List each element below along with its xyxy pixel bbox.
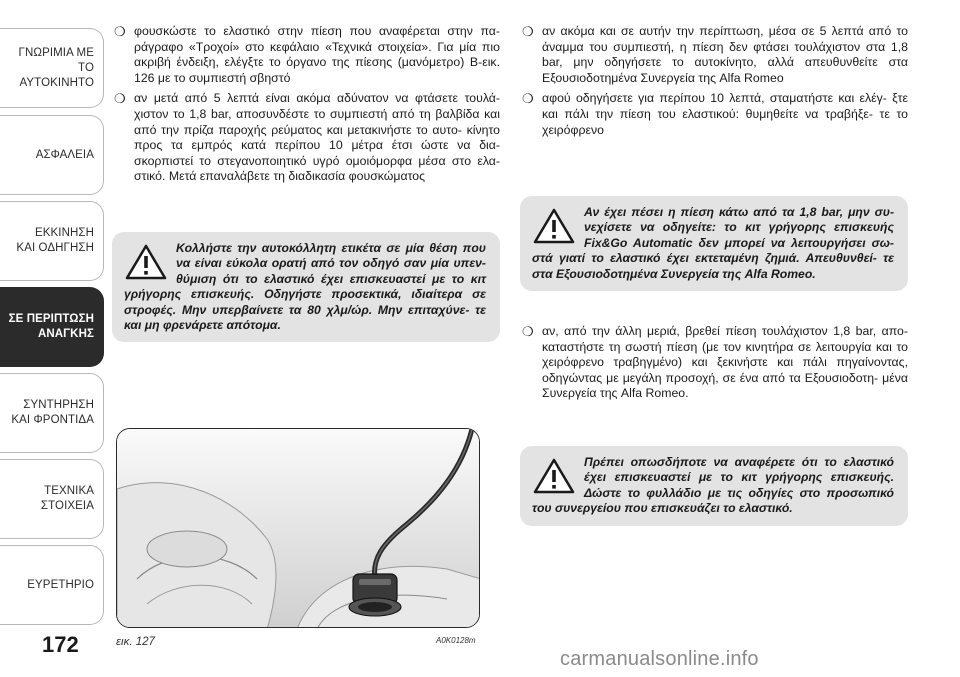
warning-triangle-icon [532, 457, 576, 495]
bullet-circle-icon: ❍ [522, 91, 534, 107]
right-column [520, 24, 908, 143]
bullet-text: αν, από την άλλη μεριά, βρεθεί πίεση τουλάχιστον 1,8 bar, απο- καταστήστε τη σωστή πίεση (με τον κινητήρα σε λειτουργία και το χειρόφρενο τραβηγμένο) και ξεκινήστε και πάλι πηγαίνοντας, οδηγώντας με μεγάλη προσοχή, σε ένα από τα Εξουσιοδοτη- μένα Συνεργεία της Alfa Romeo. [542, 324, 908, 401]
tab-safety[interactable]: ΑΣΦΑΛΕΙΑ [0, 115, 104, 195]
warning-box-inform [520, 446, 908, 526]
warning-text: Αν έχει πέσει η πίεση κάτω από τα 1,8 bar, μην συ- νεχίσετε να οδηγείτε: το κιτ γρήγορης επισκευής Fix&Go Automatic δεν μπορεί να λειτουργήσει σω- στά γιατί το ελαστικό έχει εκτεταμένη ζημιά. Απευθυνθεί- τε στα Εξουσιοδοτημένα Συνεργεία της Alfa Romeo. [532, 205, 894, 281]
warning-box-sticker [112, 232, 500, 342]
bullet-text: αφού οδηγήσετε για περίπου 10 λεπτά, σταματήστε και ελέγ- ξτε και πάλι την πίεση του ελαστικού: θυμηθείτε να τραβήξε- τε το χειρόφρενο [542, 91, 908, 137]
bullet-text: αν ακόμα και σε αυτήν την περίπτωση, μέσα σε 5 λεπτά από το άναμμα του συμπιεστή, η πίεση δεν φτάσει τουλάχιστον στα 1,8 bar, μην οδηγήσετε το αυτοκίνητο, αλλά απευθυνθείτε στα Εξουσιοδοτημένα Συνεργεία της Alfa Romeo [542, 24, 908, 85]
bullet-text: φουσκώστε το ελαστικό στην πίεση που αναφέρεται στην πα- ράγραφο «Τροχοί» στο κεφάλαιο «Τεχνικά στοιχεία». Για μία πιο ακριβή ένδειξη, ελέγξτε το όργανο της πίεσης (μανόμετρο) Β-εικ. 126 με το συμπιεστή σβηστό [134, 24, 500, 85]
left-column [112, 24, 500, 190]
bullet-circle-icon: ❍ [522, 24, 534, 39]
tab-maintenance[interactable]: ΣΥΝΤΗΡΗΣΗ ΚΑΙ ΦΡΟΝΤΙΔΑ [0, 373, 104, 453]
watermark: carmanualsonline.info [560, 648, 759, 670]
list-item [520, 24, 908, 86]
figure-code: A0K0128m [436, 636, 476, 645]
tab-index[interactable]: ΕΥΡΕΤΗΡΙΟ [0, 545, 104, 625]
warning-box-pressure [520, 196, 908, 291]
list-item [112, 91, 500, 185]
page-number: 172 [42, 632, 79, 657]
right-column-middle [520, 324, 908, 407]
list-item [112, 24, 500, 86]
tab-technical-data[interactable]: ΤΕΧΝΙΚΑ ΣΤΟΙΧΕΙΑ [0, 459, 104, 539]
bullet-circle-icon: ❍ [114, 91, 126, 107]
compressor-plug-illustration [117, 429, 480, 628]
tab-starting-driving[interactable]: ΕΚΚΙΝΗΣΗ ΚΑΙ ΟΔΗΓΗΣΗ [0, 201, 104, 281]
bullet-circle-icon: ❍ [522, 324, 534, 339]
figure-caption: εικ. 127 [116, 636, 155, 648]
warning-triangle-icon [532, 207, 576, 245]
tab-emergency[interactable]: ΣΕ ΠΕΡΙΠΤΩΣΗ ΑΝΑΓΚΗΣ [0, 287, 104, 367]
list-item [520, 324, 908, 402]
figure-compressor-plug [116, 428, 480, 628]
bullet-circle-icon: ❍ [114, 24, 126, 39]
warning-text: Κολλήστε την αυτοκόλλητη ετικέτα σε μία θέση που να είναι εύκολα ορατή από τον οδηγό σαν μία υπεν- θύμιση ότι το ελαστικό έχει επισκευαστεί με το κιτ γρήγορης επισκευής. Οδηγήστε προσεκτικά, ιδιαίτερα σε στροφές. Μην υπερβαίνετε τα 80 χλμ/ώρ. Μην επιταχύνε- τε και μη φρενάρετε απότομα. [124, 241, 486, 333]
bullet-text: αν μετά από 5 λεπτά είναι ακόμα αδύνατον να φτάσετε τουλά- χιστον το 1,8 bar, αποσυνδέστε το συμπιεστή από τη βαλβίδα και από την πρίζα παροχής ρεύματος και μετακινήστε το αυτο- κίνητο προς τα εμπρός κατά περίπου 10 μέτρα έτσι ώστε να δια- σκορπιστεί το στεγανοποιητικό υγρό ομοιόμορφα μέσα στο ελα- στικό. Μετά επαναλάβετε τη διαδικασία φουσκώματος [134, 91, 500, 184]
warning-text: Πρέπει οπωσδήποτε να αναφέρετε ότι το ελαστικό έχει επισκευαστεί με το κιτ γρήγορης επισκευής. Δώστε το φυλλάδιο με τις οδηγίες στο προσωπικό του συνεργείου που επισκευάζει το ελαστικό. [532, 455, 894, 516]
tab-getting-to-know[interactable]: ΓΝΩΡΙΜΙΑ ΜΕ ΤΟ ΑΥΤΟΚΙΝΗΤΟ [0, 28, 104, 108]
list-item [520, 91, 908, 138]
warning-triangle-icon [124, 243, 168, 281]
